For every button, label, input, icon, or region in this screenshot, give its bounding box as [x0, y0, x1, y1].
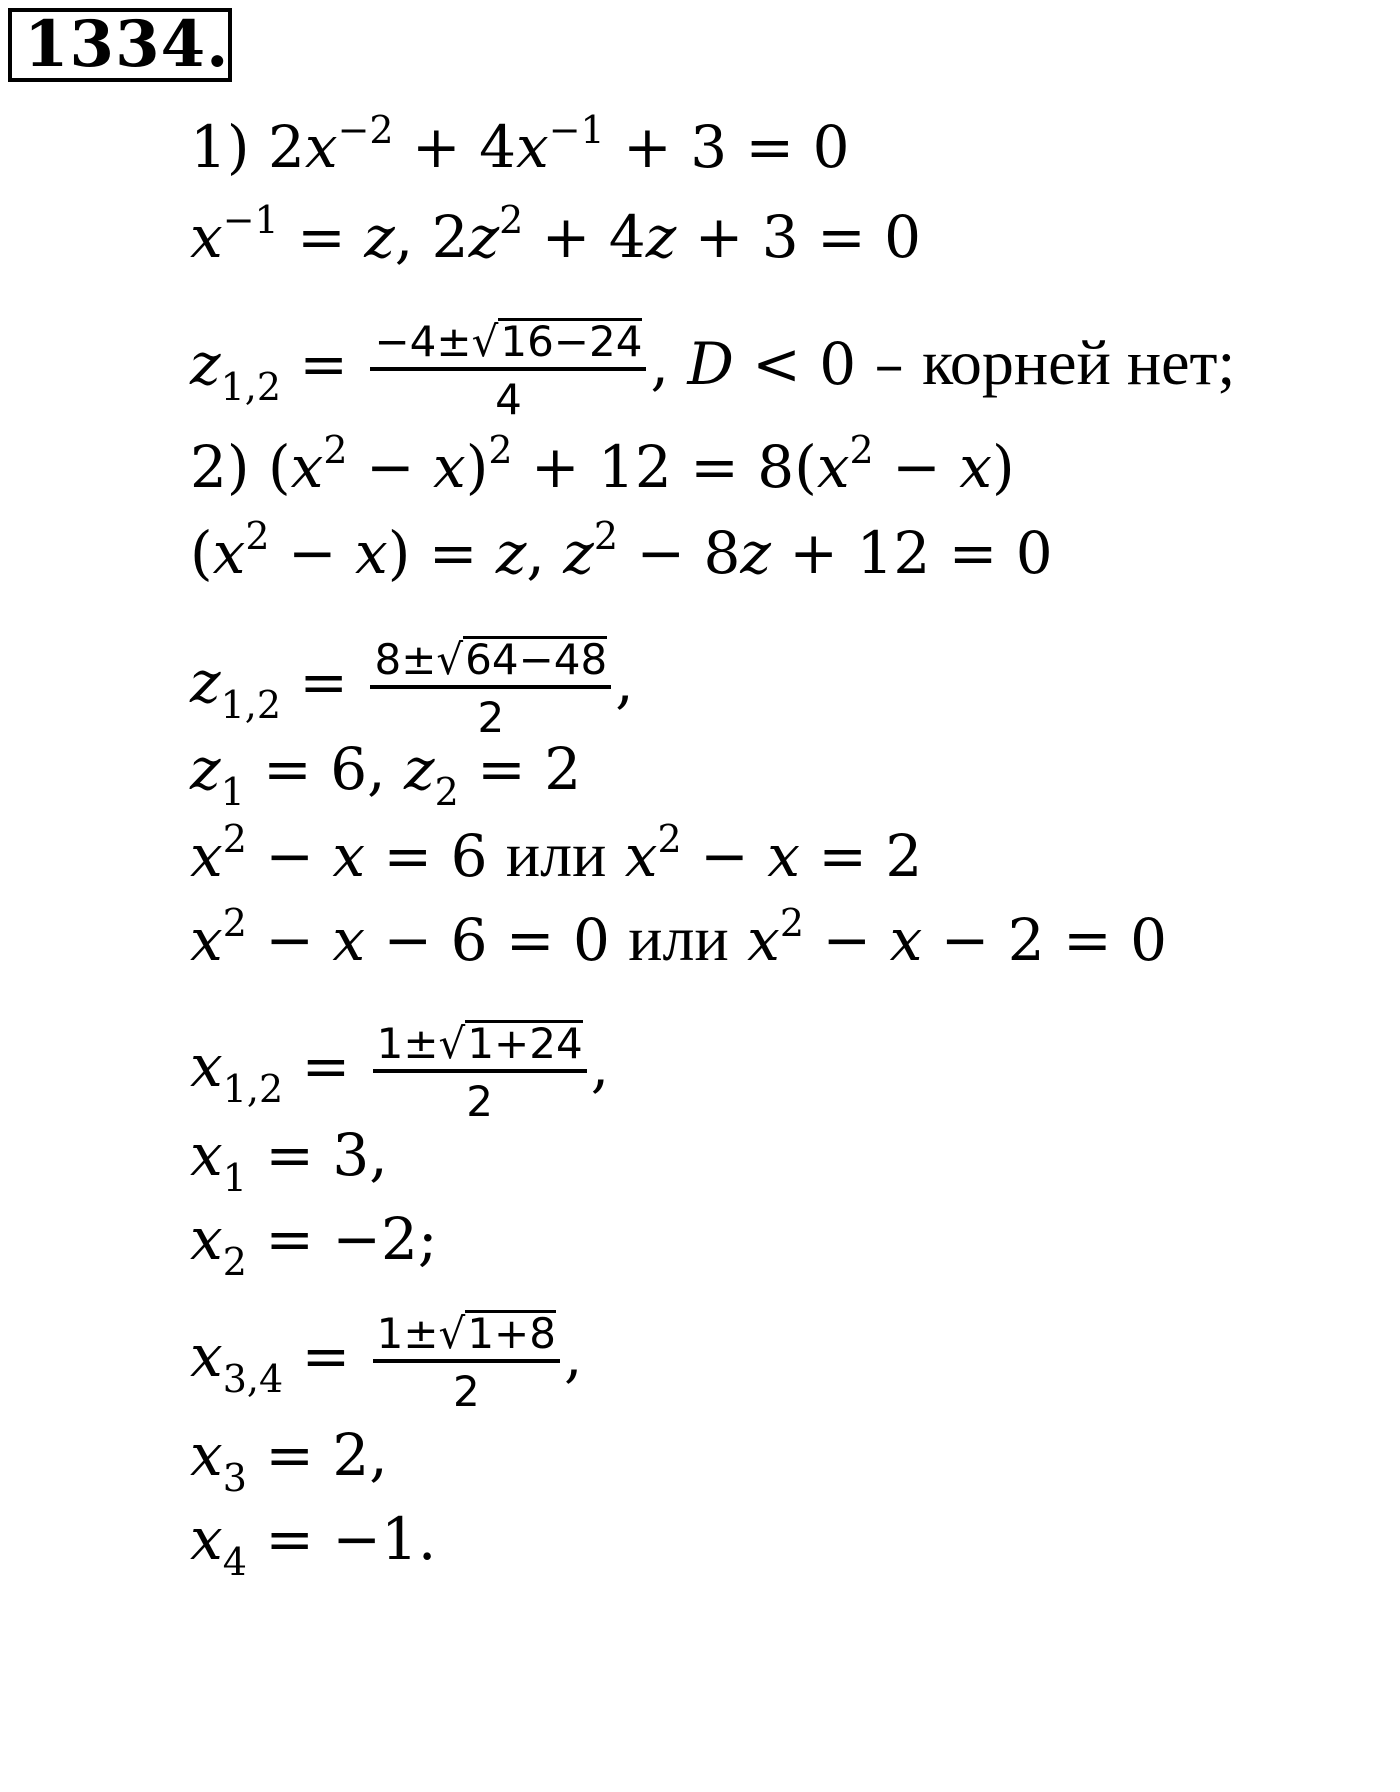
- part2-label: 2): [190, 433, 250, 501]
- part2-z-values: $z_1 = 6$, $z_2 = 2$: [190, 735, 582, 814]
- part2-substitution: $(x^2 - x) = z$, $z^2 - 8z + 12 = 0$: [190, 514, 1053, 587]
- x2-value: $x_2 = -2$;: [190, 1205, 438, 1284]
- problem-number: 1334.: [8, 8, 232, 82]
- part1-substitution: $x^{-1} = z$, $2z^2 + 4z + 3 = 0$: [190, 198, 922, 271]
- or-word-1: или: [505, 819, 607, 890]
- part1-label: 1): [190, 113, 250, 181]
- part2-fraction-z: $\frac{8\pm√64-48}{2}$: [370, 636, 611, 741]
- part1-equation: 1) $2x^{-2} + 4x^{-1} + 3 = 0$: [190, 108, 850, 181]
- part1-fraction: $\frac{-4\pm√16-24}{4}$: [370, 318, 646, 423]
- part1-roots-formula: $z_{1,2}$ = $\frac{-4\pm√16-24}{4}$ , D < 0 – корней нет;: [190, 317, 1236, 424]
- or-word-2: или: [628, 903, 729, 974]
- part2-x12-formula: $x_{1,2}$ = $\frac{1\pm√1+24}{2}$ ,: [190, 1019, 610, 1126]
- part2-quadratics: $x^2 - x - 6 = 0$ или $x^2 - x - 2 = 0$: [190, 901, 1168, 974]
- x3-value: $x_3 = 2$,: [190, 1421, 388, 1500]
- part2-fraction-x12: $\frac{1\pm√1+24}{2}$: [373, 1020, 587, 1125]
- part2-x34-formula: $x_{3,4}$ = $\frac{1\pm√1+8}{2}$ ,: [190, 1309, 583, 1416]
- part2-fraction-x34: $\frac{1\pm√1+8}{2}$: [373, 1310, 560, 1415]
- x4-value: $x_4 = -1$.: [190, 1505, 437, 1584]
- part2-equation: 2) $(x^2 - x)^2 + 12 = 8(x^2 - x)$: [190, 428, 1015, 501]
- part1-no-roots-text: корней нет;: [922, 327, 1236, 398]
- part2-reverse-sub: $x^2 - x = 6$ или $x^2 - x = 2$: [190, 817, 923, 890]
- part2-roots-formula: $z_{1,2}$ = $\frac{8\pm√64-48}{2}$ ,: [190, 635, 634, 742]
- x1-value: $x_1 = 3$,: [190, 1121, 388, 1200]
